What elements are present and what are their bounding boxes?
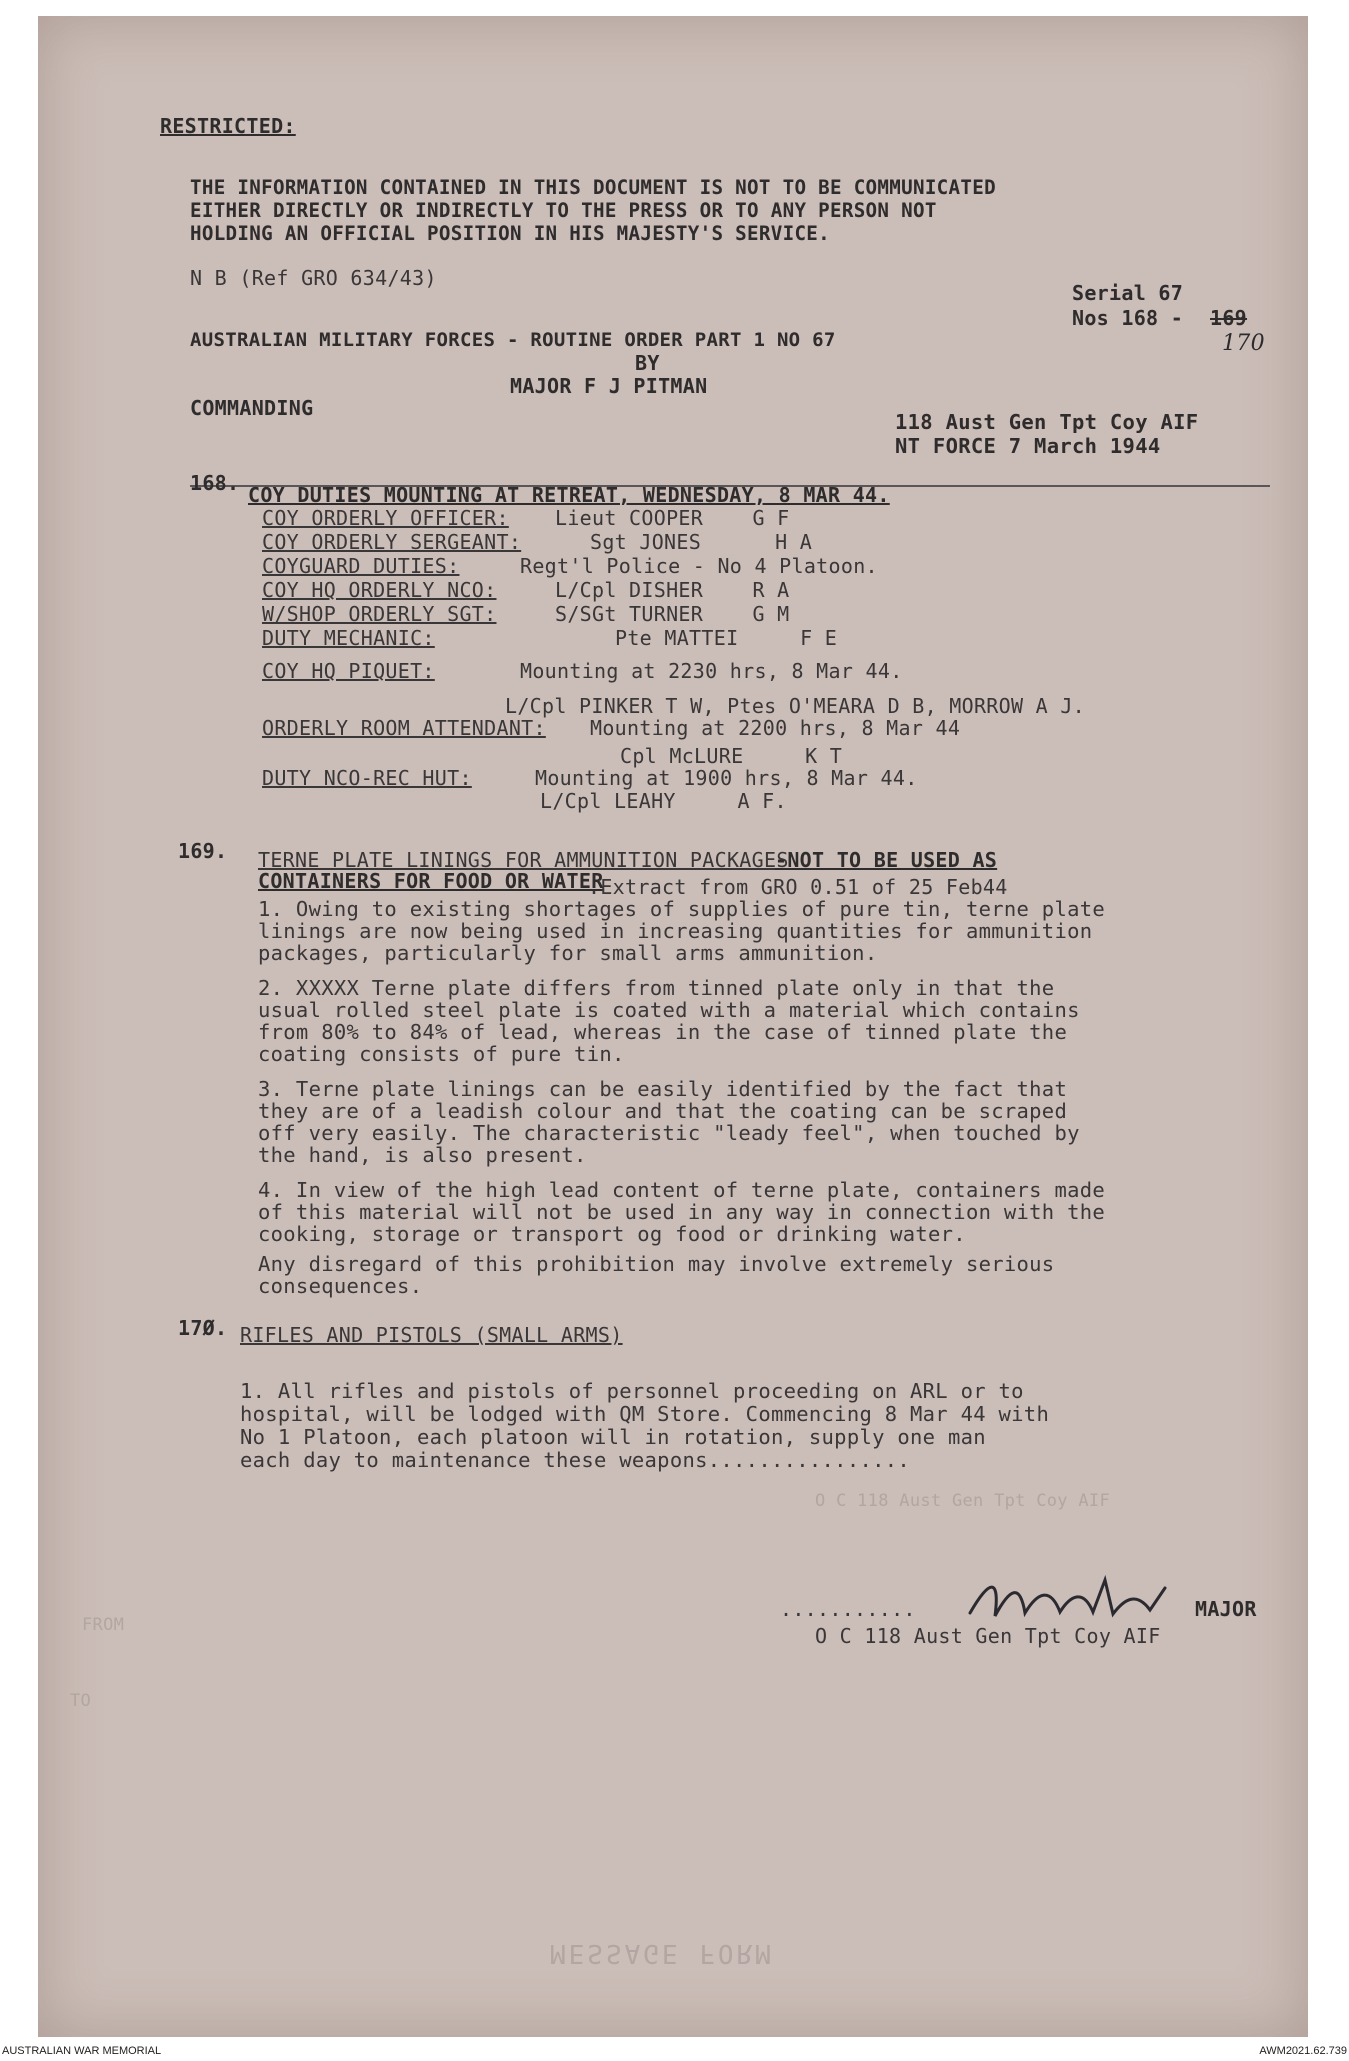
duty-value: Cpl McLURE K T	[620, 744, 843, 768]
item-170-line: 1. All rifles and pistols of personnel proceeding on ARL or to	[240, 1379, 1024, 1403]
item-169-line: coating consists of pure tin.	[258, 1042, 625, 1066]
form-message-title: MESSAGE FORM	[550, 1938, 774, 1968]
item-169-heading: TERNE PLATE LININGS FOR AMMUNITION PACKAGES	[258, 848, 789, 872]
commanding-officer-name: MAJOR F J PITMAN	[510, 374, 708, 398]
duty-value: Sgt JONES H A	[590, 530, 813, 554]
item-169-line: linings are now being used in increasing quantities for ammunition	[258, 919, 1093, 943]
duty-value: Regt'l Police - No 4 Platoon.	[520, 554, 878, 578]
restricted-label: RESTRICTED:	[160, 114, 296, 138]
item-169-line: 4. In view of the high lead content of terne plate, containers made	[258, 1178, 1106, 1202]
warning-line: THE INFORMATION CONTAINED IN THIS DOCUMENT IS NOT TO BE COMMUNICATED	[190, 176, 996, 199]
order-number-handwritten: 170	[1222, 331, 1265, 356]
duty-value: L/Cpl PINKER T W, Ptes O'MEARA D B, MORROW A J.	[505, 694, 1086, 718]
item-169-heading-warning: -NOT TO BE USED AS	[775, 848, 998, 872]
commanding-label: COMMANDING	[190, 396, 314, 420]
item-170-line: each day to maintenance these weapons................	[240, 1448, 911, 1472]
duty-value: Pte MATTEI F E	[615, 626, 838, 650]
duty-value: L/Cpl DISHER R A	[555, 578, 790, 602]
signature-dots: ...........	[780, 1597, 916, 1621]
item-169-line: 1. Owing to existing shortages of supplies of pure tin, terne plate	[258, 897, 1106, 921]
force-date: NT FORCE 7 March 1944	[895, 434, 1161, 458]
footer-reference: AWM2021.62.739	[1259, 2045, 1347, 2057]
signature-mark	[965, 1568, 1175, 1628]
form-oc-ghost: O C 118 Aust Gen Tpt Coy AIF	[815, 1491, 1110, 1511]
item-169-line: cooking, storage or transport og food or drinking water.	[258, 1222, 966, 1246]
signature-rank: MAJOR	[1195, 1597, 1257, 1621]
duty-label: COY HQ ORDERLY NCO:	[262, 578, 497, 602]
serial-number: Serial 67	[1072, 281, 1184, 305]
duty-value: Mounting at 1900 hrs, 8 Mar 44.	[535, 766, 918, 790]
item-169-number: 169.	[178, 839, 228, 863]
item-169-line: 3. Terne plate linings can be easily identified by the fact that	[258, 1077, 1068, 1101]
warning-line: HOLDING AN OFFICIAL POSITION IN HIS MAJESTY'S SERVICE.	[190, 222, 830, 245]
footer-archive: AUSTRALIAN WAR MEMORIAL	[2, 2045, 162, 2057]
duty-label: COY ORDERLY SERGEANT:	[262, 530, 522, 554]
item-169-extract: .Extract from GRO 0.51 of 25 Feb44	[588, 875, 1008, 899]
item-169-line: usual rolled steel plate is coated with a material which contains	[258, 998, 1080, 1022]
order-number-struck: 169	[1210, 306, 1248, 330]
duty-value: Mounting at 2200 hrs, 8 Mar 44	[590, 716, 961, 740]
item-170-line: hospital, will be lodged with QM Store. Commencing 8 Mar 44 with	[240, 1402, 1050, 1426]
duty-label: DUTY NCO-REC HUT:	[262, 766, 472, 790]
item-168-number: 168.	[190, 471, 240, 495]
item-169-line: of this material will not be used in any way in connection with the	[258, 1200, 1106, 1224]
duty-label: DUTY MECHANIC:	[262, 626, 435, 650]
form-to-label: TO	[70, 1691, 92, 1711]
item-169-line: 2. XXXXX Terne plate differs from tinned plate only in that the	[258, 976, 1055, 1000]
item-169-line: consequences.	[258, 1274, 423, 1298]
duty-label: ORDERLY ROOM ATTENDANT:	[262, 716, 546, 740]
item-169-heading-containers: CONTAINERS FOR FOOD OR WATER	[258, 869, 604, 893]
item-168-heading: COY DUTIES MOUNTING AT RETREAT, WEDNESDAY, 8 MAR 44.	[248, 483, 890, 507]
duty-value: Mounting at 2230 hrs, 8 Mar 44.	[520, 659, 903, 683]
item-169-line: off very easily. The characteristic "leady feel", when touched by	[258, 1121, 1080, 1145]
duty-value: S/SGt TURNER G M	[555, 602, 790, 626]
item-170-heading: RIFLES AND PISTOLS (SMALL ARMS)	[240, 1323, 623, 1347]
item-170-number: 17Ø.	[178, 1316, 228, 1340]
item-169-line: packages, particularly for small arms ammunition.	[258, 941, 878, 965]
duty-value: L/Cpl LEAHY A F.	[540, 789, 787, 813]
item-169-line: from 80% to 84% of lead, whereas in the case of tinned plate the	[258, 1020, 1068, 1044]
form-from-label: FROM	[82, 1615, 125, 1635]
item-170-line: No 1 Platoon, each platoon will in rotation, supply one man	[240, 1425, 986, 1449]
duty-value: Lieut COOPER G F	[555, 506, 790, 530]
order-title: AUSTRALIAN MILITARY FORCES - ROUTINE ORDER PART 1 NO 67	[190, 329, 836, 351]
duty-label: COY HQ PIQUET:	[262, 659, 435, 683]
duty-label: W/SHOP ORDERLY SGT:	[262, 602, 497, 626]
signature-title: O C 118 Aust Gen Tpt Coy AIF	[815, 1624, 1161, 1648]
duty-label: COY ORDERLY OFFICER:	[262, 506, 509, 530]
item-169-line: Any disregard of this prohibition may involve extremely serious	[258, 1252, 1055, 1276]
unit-name: 118 Aust Gen Tpt Coy AIF	[895, 410, 1199, 434]
warning-line: EITHER DIRECTLY OR INDIRECTLY TO THE PRESS OR TO ANY PERSON NOT	[190, 199, 937, 222]
nb-reference: N B (Ref GRO 634/43)	[190, 266, 437, 290]
item-169-line: the hand, is also present.	[258, 1143, 587, 1167]
duty-label: COYGUARD DUTIES:	[262, 554, 460, 578]
order-numbers: Nos 168 -	[1072, 306, 1184, 330]
order-by: BY	[635, 351, 660, 375]
item-169-line: they are of a leadish colour and that the coating can be scraped	[258, 1099, 1068, 1123]
